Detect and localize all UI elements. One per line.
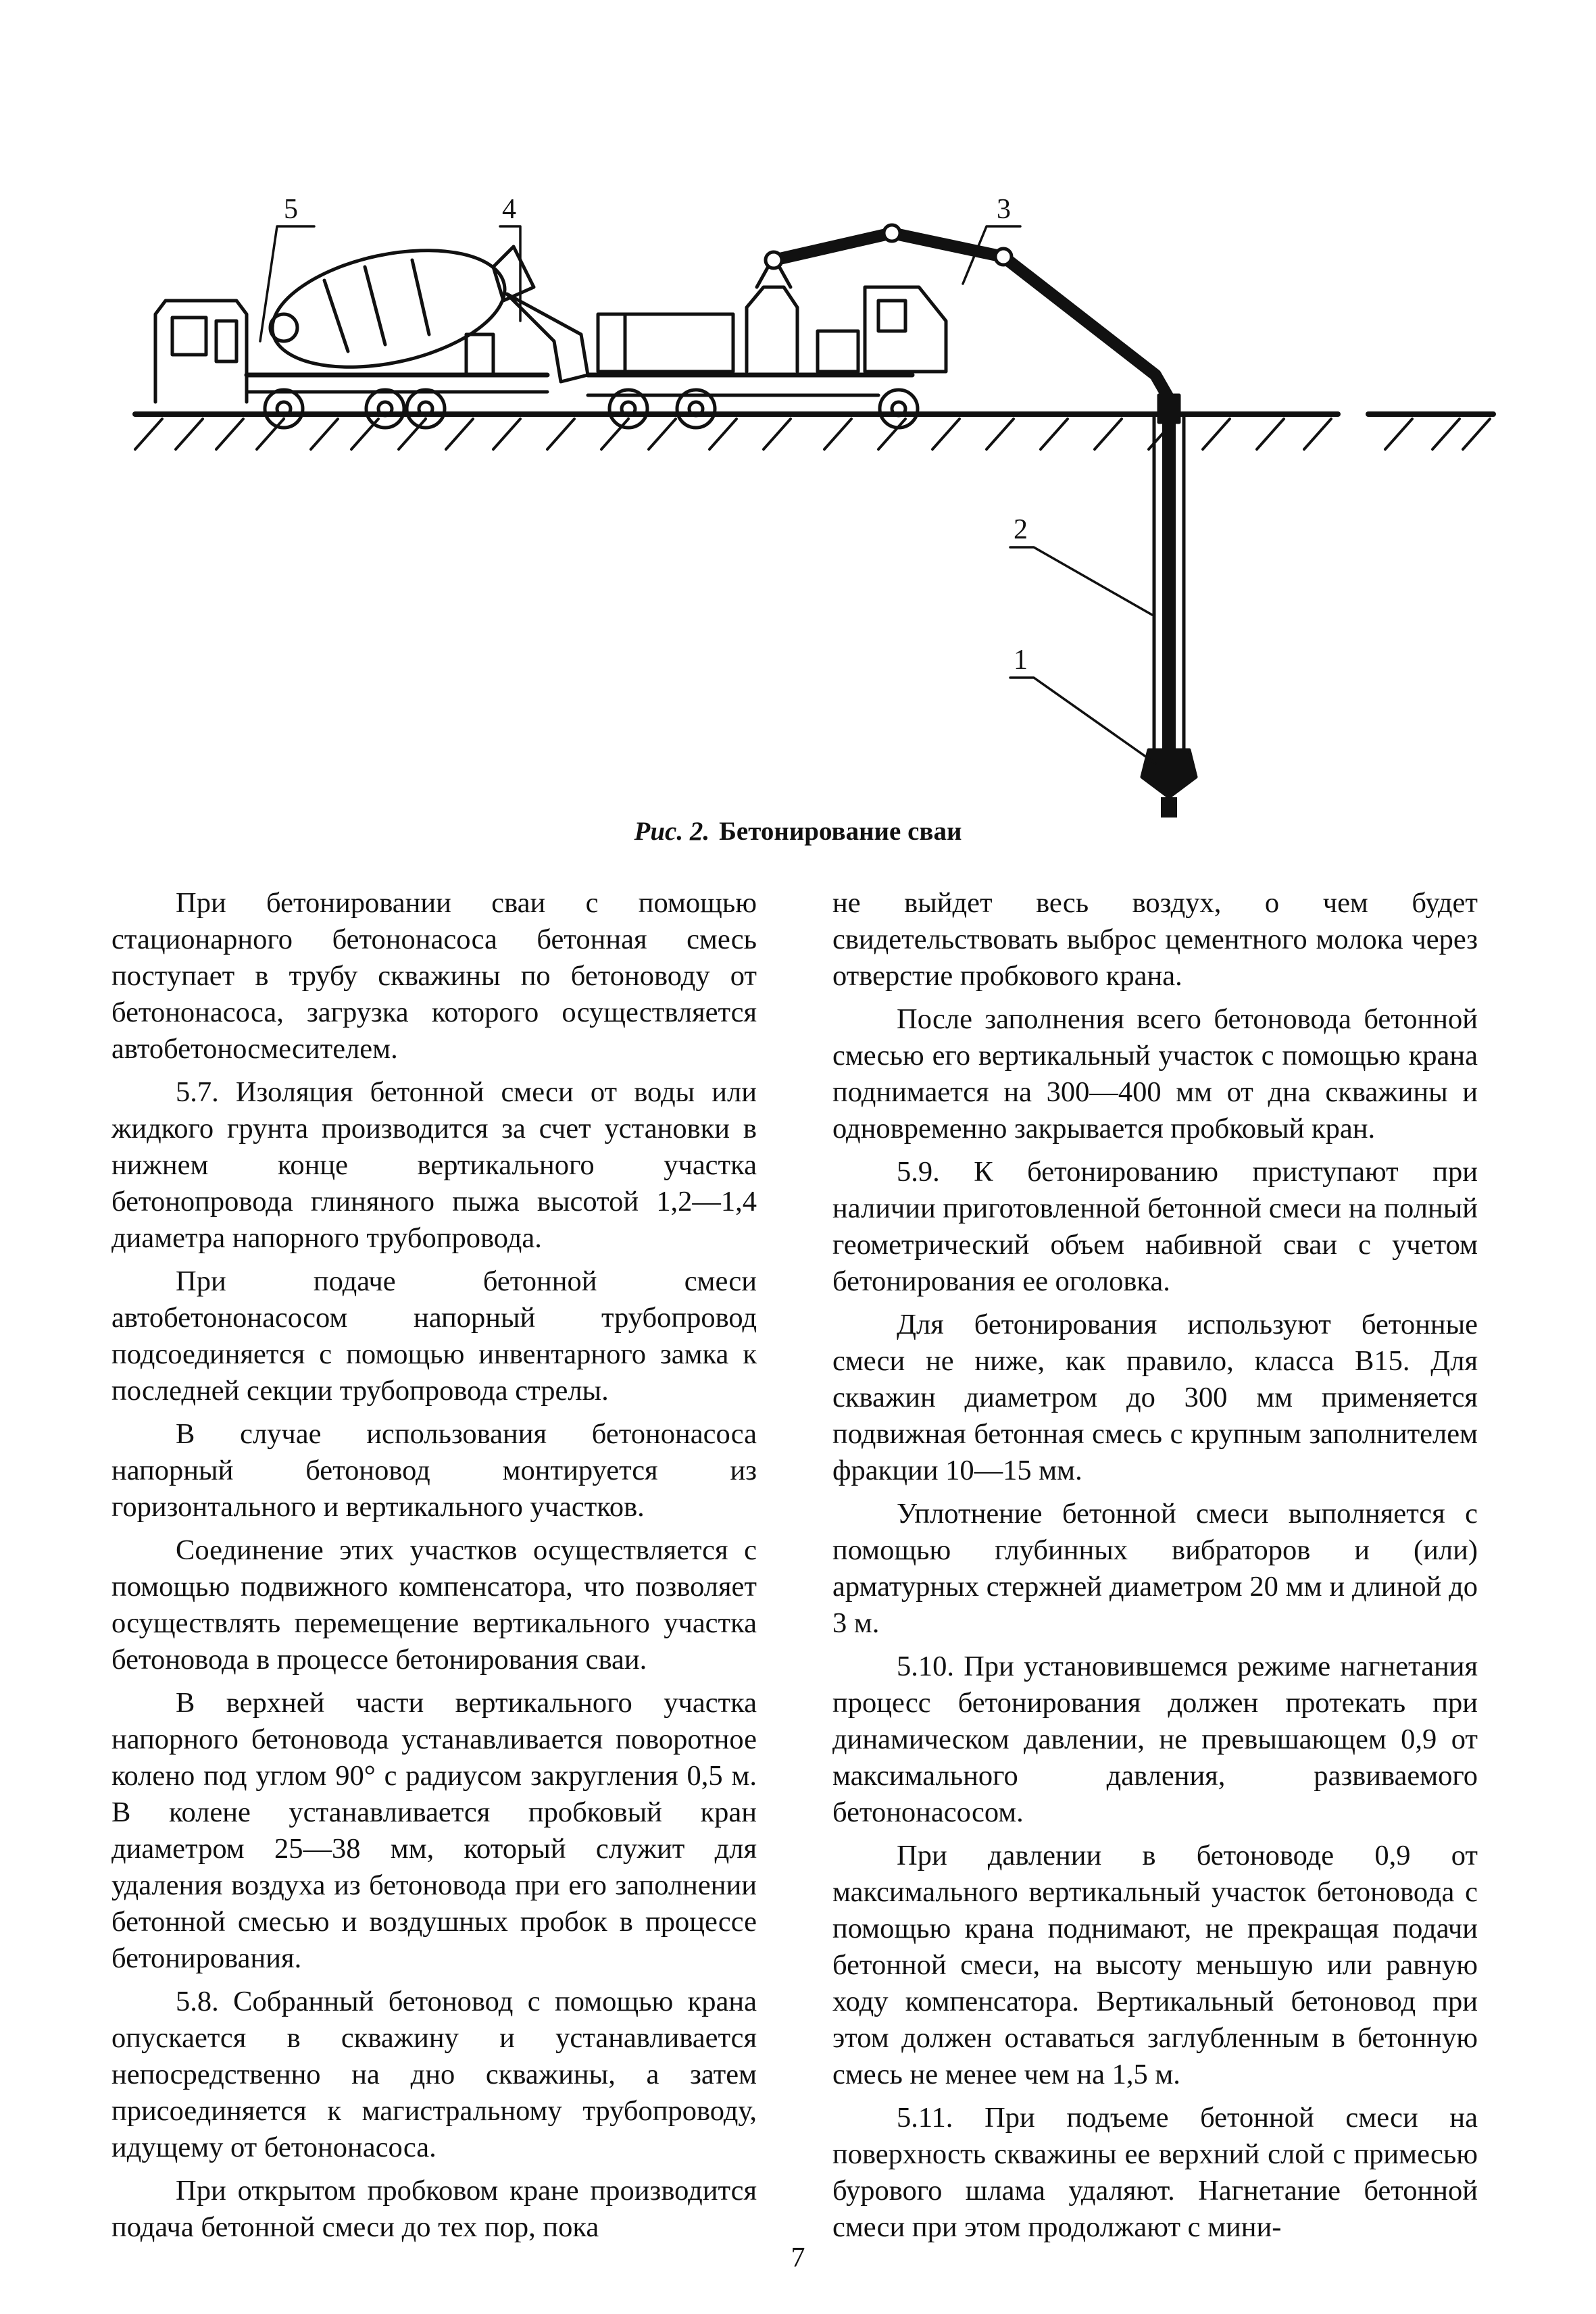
callout-4: 4: [502, 194, 516, 225]
caption-title: Бетонирование сваи: [719, 817, 962, 846]
paragraph: 5.7. Изоляция бетонной смеси от воды или жидкого грунта производится за счет установки в нижнем конце вертикального участка бетонопровода глиняного пыжа высотой 1,2—1,4 диаметра напорного трубопровода.: [111, 1076, 757, 1254]
paragraph: 5.11. При подъеме бетонной смеси на поверхность скважины ее верхний слой с примесью бурового шлама удаляют. Нагнетание бетонной смеси при этом продолжают с мини-: [832, 2102, 1478, 2243]
figure-pile-concreting: [115, 132, 1507, 828]
paragraph: При давлении в бетоноводе 0,9 от максимального вертикальный участок бетоновода с помощью крана поднимают, не прекращая подачи бетонной смеси, на высоту меньшую или равную ходу компенсатора. Вертикальный бетоновод при этом должен оставаться заглубленным в бетонную смесь не менее чем на 1,5 м.: [832, 1840, 1478, 2090]
text-column-right: [832, 885, 1478, 2253]
paragraph: 5.8. Собранный бетоновод с помощью крана опускается в скважину и устанавливается непосредственно на дно скважины, а затем присоединяется к магистральному трубопроводу, идущему от бетононасоса.: [111, 1986, 757, 2163]
paragraph: 5.9. К бетонированию приступают при наличии приготовленной бетонной смеси на полный геометрический объем набивной сваи с учетом бетонирования ее оголовка.: [832, 1156, 1478, 1297]
caption-prefix: Рис. 2.: [634, 817, 710, 846]
callout-1: 1: [1014, 645, 1028, 676]
concrete-mixer-truck: [155, 231, 588, 428]
placing-boom: [766, 225, 1179, 422]
paragraph: При открытом пробковом кране производится подача бетонной смеси до тех пор, пока: [111, 2175, 757, 2243]
callout-leaders: [260, 226, 1155, 763]
borehole-pipe: [1142, 402, 1196, 818]
paragraph: В верхней части вертикального участка напорного бетоновода устанавливается поворотное колено под углом 90° с радиусом закругления 0,5 м. В колене устанавливается пробковый кран диаметром 25—38 мм, который служит для удаления воздуха из бетоновода при его заполнении бетонной смесью и воздушных пробок в процессе бетонирования.: [111, 1687, 757, 1974]
callout-3: 3: [997, 194, 1011, 225]
concrete-pump-truck: [588, 257, 946, 428]
page-number: 7: [791, 2242, 805, 2273]
figure-caption: [0, 816, 1596, 847]
text-column-left: [111, 885, 757, 2253]
figure-drawing: [115, 132, 1507, 828]
paragraph: После заполнения всего бетоновода бетонной смесью его вертикальный участок с помощью крана поднимается на 300—400 мм от дна скважины и одновременно закрывается пробковый кран.: [832, 1003, 1478, 1145]
paragraph: Соединение этих участков осуществляется с помощью подвижного компенсатора, что позволяет осуществлять перемещение вертикального участка бетоновода в процессе бетонирования сваи.: [111, 1534, 757, 1676]
callout-5: 5: [284, 194, 298, 225]
paragraph: При подаче бетонной смеси автобетононасосом напорный трубопровод подсоединяется с помощью инвентарного замка к последней секции трубопровода стрелы.: [111, 1265, 757, 1407]
paragraph: 5.10. При установившемся режиме нагнетания процесс бетонирования должен протекать при динамическом давлении, не превышающем 0,9 от максимального давления, развиваемого бетононасосом.: [832, 1651, 1478, 1828]
paragraph: Для бетонирования используют бетонные смеси не ниже, как правило, класса В15. Для скважин диаметром до 300 мм применяется подвижная бетонная смесь с крупным заполнителем фракции 10—15 мм.: [832, 1309, 1478, 1486]
paragraph: Уплотнение бетонной смеси выполняется с помощью глубинных вибраторов и (или) арматурных стержней диаметром 20 мм и длиной до 3 м.: [832, 1498, 1478, 1639]
paragraph: При бетонировании сваи с помощью стационарного бетононасоса бетонная смесь поступает в трубу скважины по бетоноводу от бетононасоса, загрузка которого осуществляется автобетоносмесителем.: [111, 887, 757, 1065]
paragraph: не выйдет весь воздух, о чем будет свидетельствовать выброс цементного молока через отверстие пробкового крана.: [832, 887, 1478, 992]
paragraph: В случае использования бетононасоса напорный бетоновод монтируется из горизонтального и вертикального участков.: [111, 1418, 757, 1523]
ground-hatching: [135, 419, 1490, 449]
callout-2: 2: [1014, 514, 1028, 545]
